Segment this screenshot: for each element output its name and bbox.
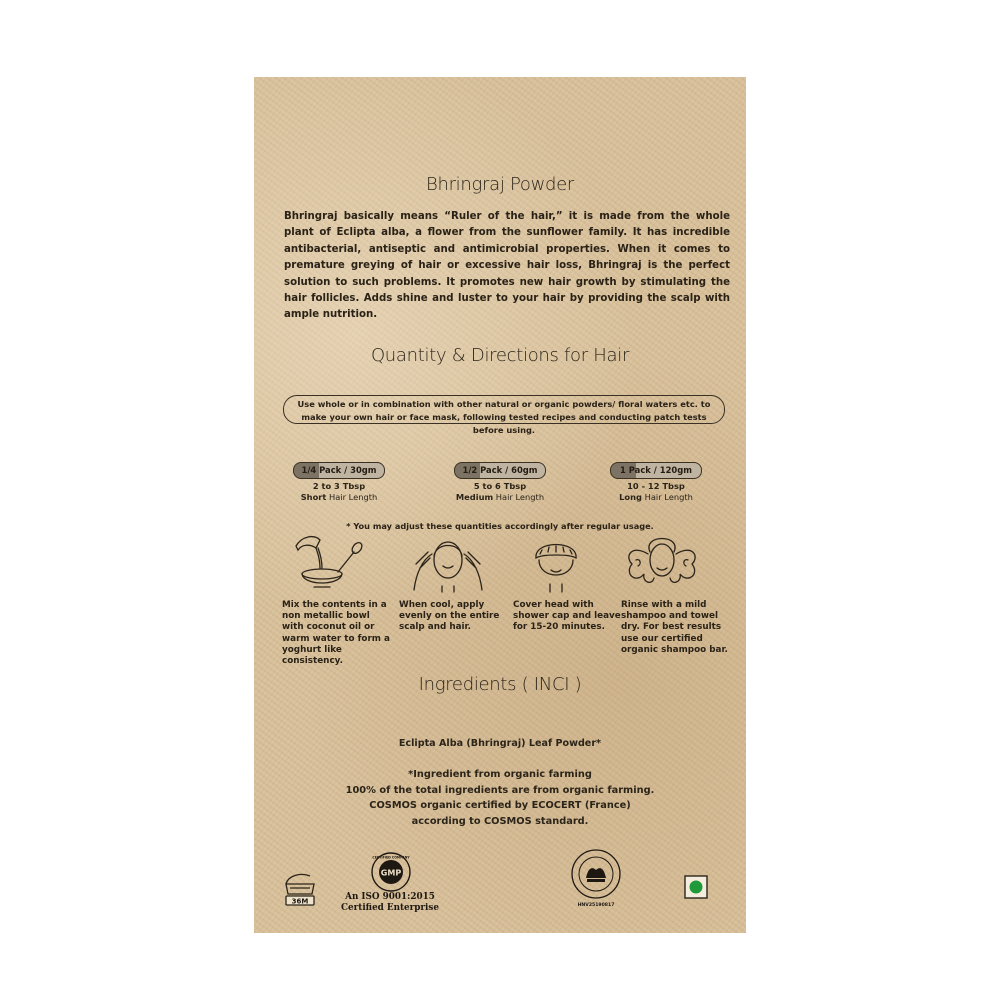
- pack-pill: 1/2 Pack / 60gm: [454, 462, 546, 479]
- hair-length-strong: Short: [300, 492, 327, 502]
- veg-dot: [690, 881, 703, 894]
- shelf-life-icon: [282, 870, 318, 906]
- quantity-long: [591, 458, 721, 503]
- quantity-medium: [435, 458, 565, 503]
- step-cover-text: Cover head with shower cap and leave for 15-20 minutes.: [513, 600, 621, 633]
- quantity-amount: 10 - 12 Tbsp: [627, 481, 685, 491]
- footnote-line: COSMOS organic certified by ECOCERT (France): [369, 800, 631, 812]
- quantity-amount: 5 to 6 Tbsp: [473, 481, 527, 491]
- ingredients-footnotes: [254, 767, 746, 829]
- adjust-note: * You may adjust these quantities accordingly after regular usage.: [346, 521, 654, 531]
- hair-length-strong: Medium: [455, 492, 494, 502]
- quantity-amount: 2 to 3 Tbsp: [312, 481, 366, 491]
- hair-length: [591, 492, 721, 503]
- hair-length-rest: Hair Length: [641, 492, 693, 502]
- product-title: Bhringraj Powder: [425, 174, 574, 195]
- pack-pill: 1 Pack / 120gm: [610, 462, 702, 479]
- iso-certification: [330, 892, 450, 914]
- apply-hair-icon: [412, 530, 484, 594]
- hair-length-strong: Long: [619, 492, 642, 502]
- footnote-line: 100% of the total ingredients are from organic farming.: [345, 784, 655, 796]
- product-label-panel: [254, 77, 746, 933]
- iso-line-2: Certified Enterprise: [341, 903, 439, 913]
- ingredients-title: Ingredients ( INCI ): [418, 674, 582, 695]
- directions-title: Quantity & Directions for Hair: [370, 345, 630, 366]
- iso-line-1: An ISO 9001:2015: [345, 892, 435, 902]
- usage-note-box: Use whole or in combination with other natural or organic powders/ floral waters etc. to make your own hair or face mask, following tested recipes and conducting patch tests before using.: [283, 395, 725, 424]
- ingredient-item: Eclipta Alba (Bhringraj) Leaf Powder*: [398, 738, 602, 749]
- gmp-certified-seal: [370, 851, 412, 893]
- step-apply-text: When cool, apply evenly on the entire scalp and hair.: [399, 600, 500, 633]
- pack-pill: 1/4 Pack / 30gm: [293, 462, 385, 479]
- hair-length-rest: Hair Length: [493, 492, 545, 502]
- vegetarian-mark-icon: [684, 875, 708, 899]
- gmp-label: GMP: [380, 868, 402, 878]
- halal-code: HNV25190817: [577, 903, 615, 908]
- product-description: Bhringraj basically means “Ruler of the hair,” it is made from the whole plant of Eclipta alba, a flower from the sunflower family. It has incredible antibacterial, antiseptic and antimicrobial properties. When it comes to premature greying of hair or excessive hair loss, Bhringraj is the perfect solution to such problems. It promotes new hair growth by stimulating the hair follicles. Adds shine and luster to your hair by providing the scalp with ample nutrition.: [284, 211, 730, 321]
- hair-length: [435, 492, 565, 503]
- shelf-life-label: 36M: [291, 897, 309, 906]
- footnote-line: *Ingredient from organic farming: [408, 769, 592, 780]
- step-mix-text: Mix the contents in a non metallic bowl with coconut oil or warm water to form a yoghurt like consistency.: [282, 600, 390, 667]
- step-rinse-text: Rinse with a mild shampoo and towel dry. For best results use our certified organic shampoo bar.: [621, 600, 728, 655]
- rinse-hair-icon: [622, 530, 702, 594]
- footnote-line: according to COSMOS standard.: [411, 815, 589, 827]
- hair-length-rest: Hair Length: [326, 492, 378, 502]
- gmp-ring-text: CERTIFIED COMPANY: [372, 855, 410, 860]
- hair-length: [274, 492, 404, 503]
- quantity-short: [274, 458, 404, 503]
- halal-seal: [564, 844, 628, 908]
- shower-cap-icon: [526, 532, 586, 594]
- mixing-bowl-icon: [292, 532, 372, 594]
